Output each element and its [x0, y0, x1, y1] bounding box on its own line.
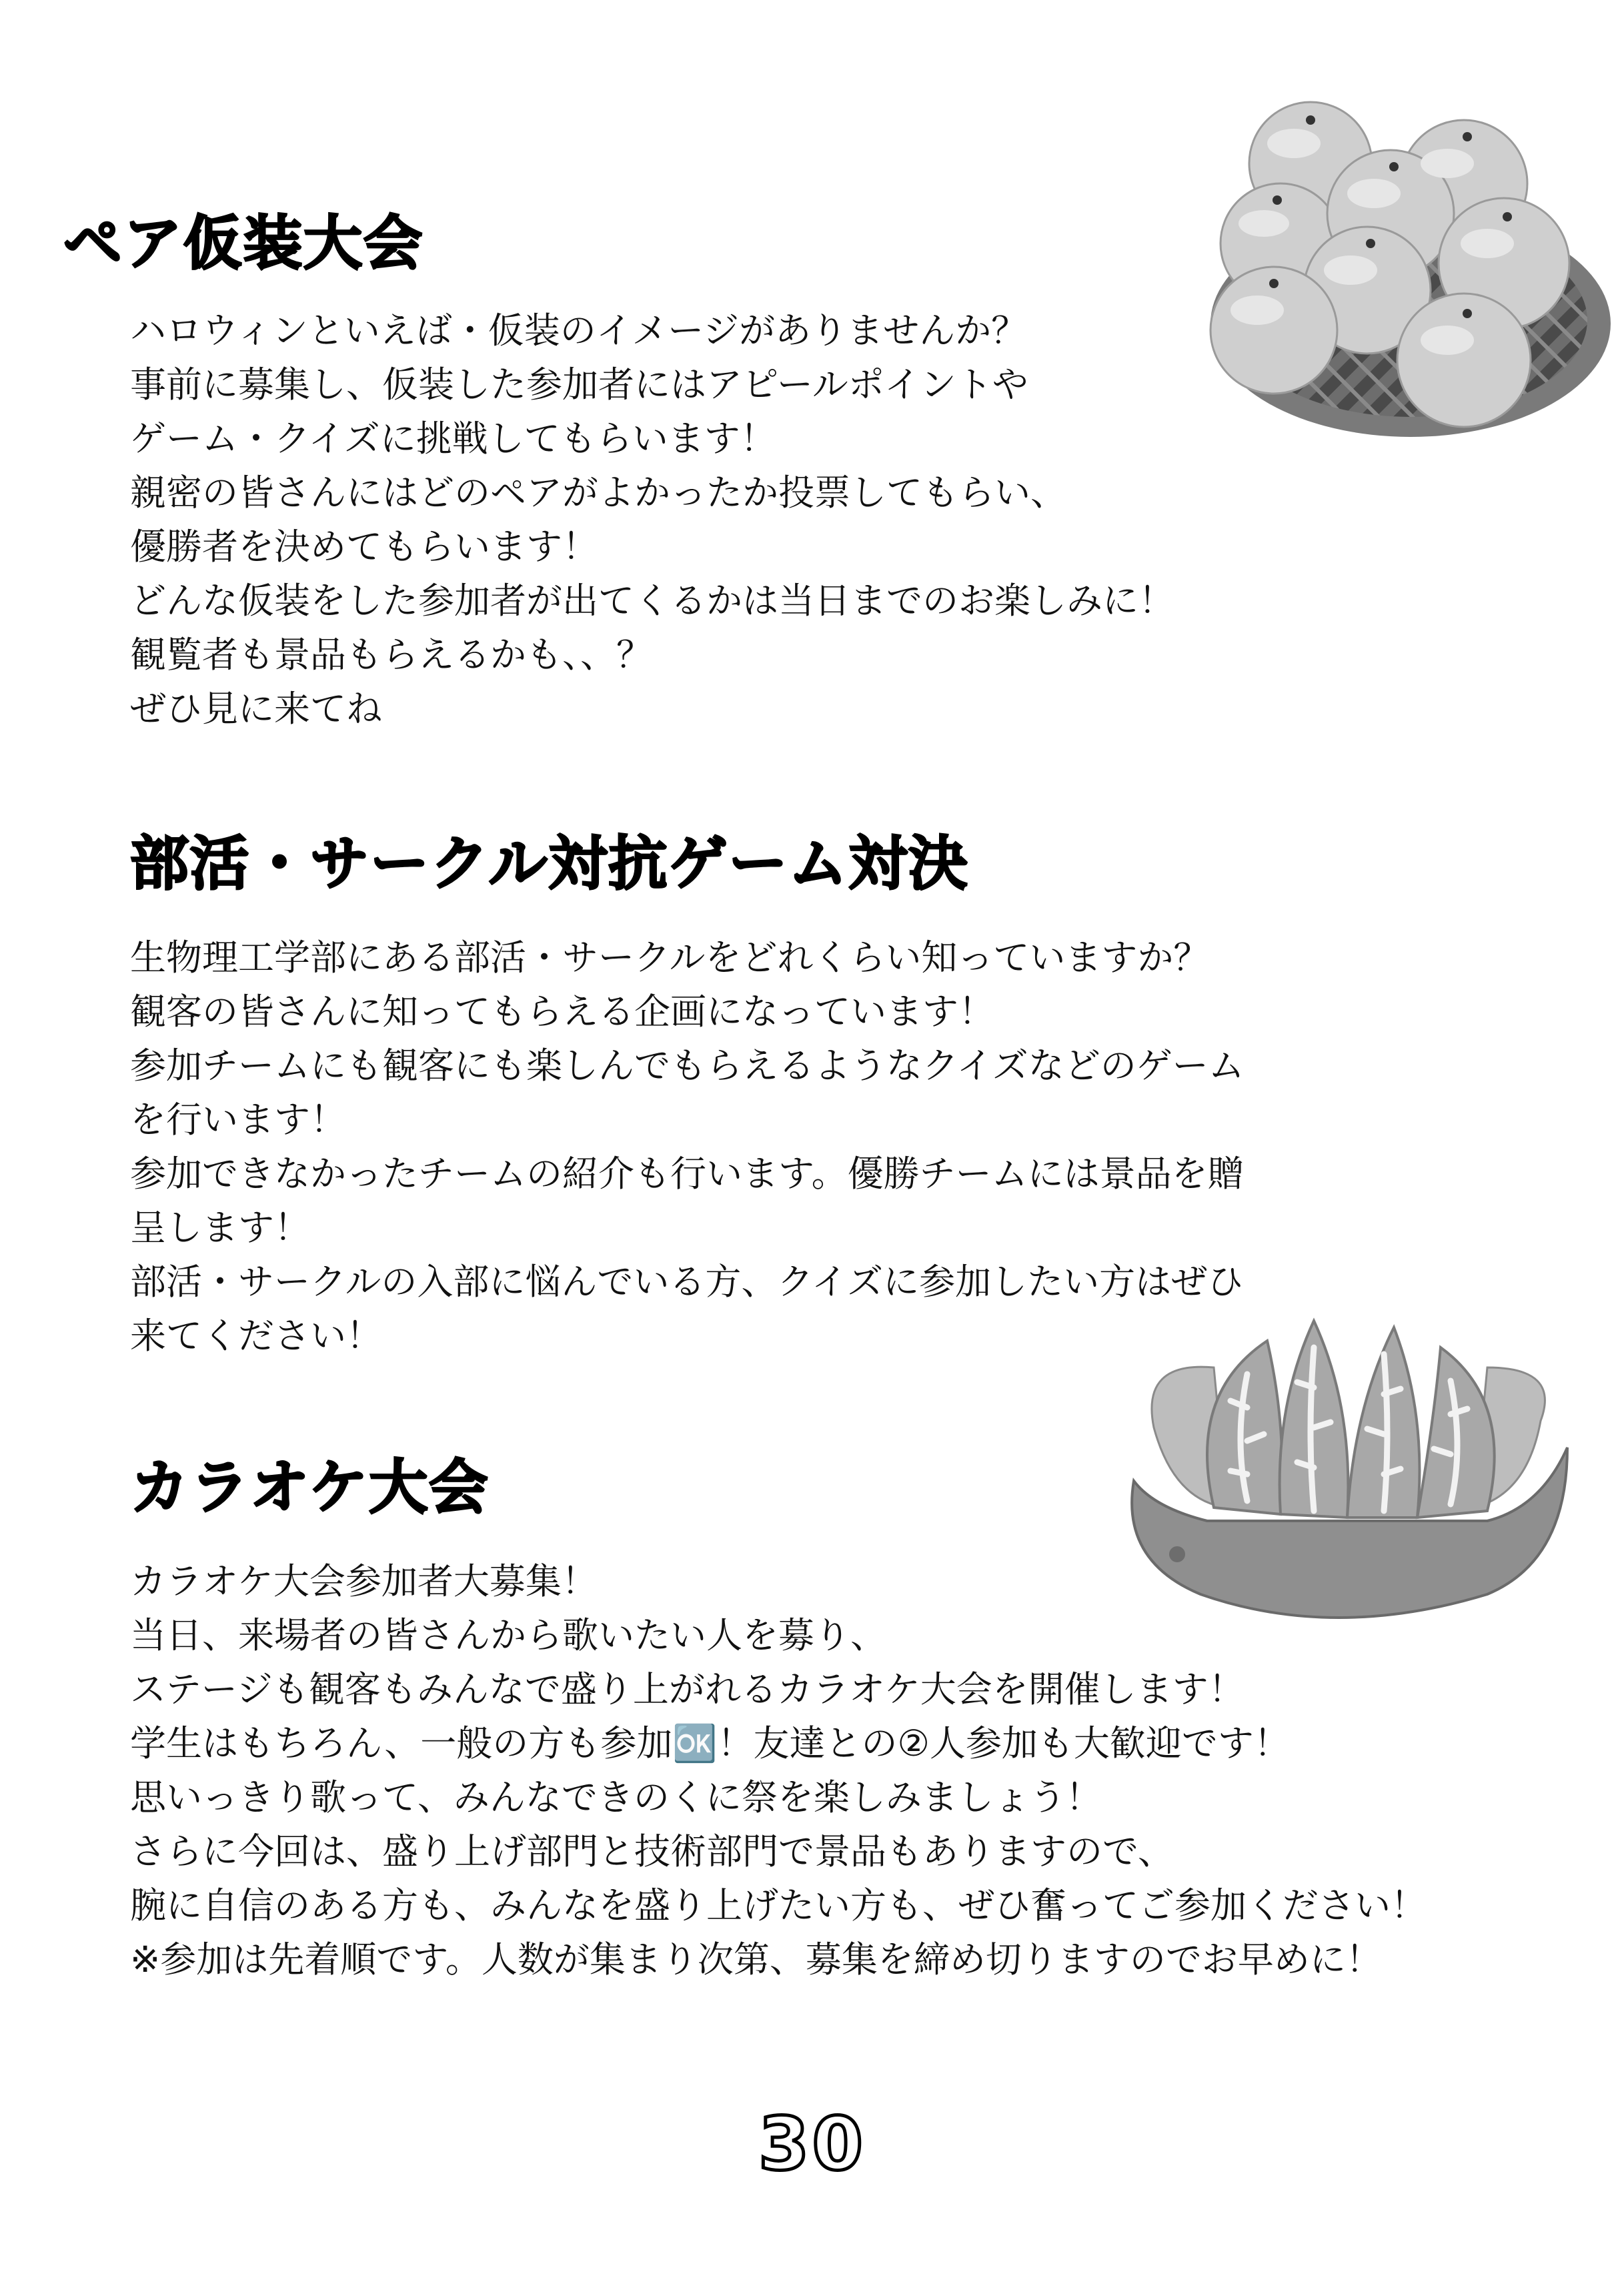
body-line: 部活・サークルの入部に悩んでいる方、クイズに参加したい方はぜひ	[130, 1261, 1244, 1303]
body-line: ハロウィンといえば・仮装のイメージがありませんか？	[130, 310, 1028, 352]
fruit-basket-icon	[1200, 100, 1614, 447]
body-line: 観覧者も景品もらえるかも、、？	[130, 634, 652, 676]
body-line: 親密の皆さんにはどのペアがよかったか投票してもらい、	[130, 472, 1066, 514]
body-line: 生物理工学部にある部活・サークルをどれくらい知っていますか？	[130, 937, 1210, 979]
page-number: 30	[758, 2101, 866, 2187]
body-line: 当日、来場者の皆さんから歌いたい人を募り、	[130, 1614, 886, 1656]
body-line: 学生はもちろん、一般の方も参加🆗！友達との②人参加も大歓迎です！	[130, 1722, 1290, 1764]
body-line: 来てください！	[130, 1315, 382, 1357]
body-line: 優勝者を決めてもらいます！	[130, 526, 598, 568]
section-title-costume-contest: ペア仮装大会	[63, 209, 424, 277]
body-line: ステージも観客もみんなで盛り上がれるカラオケ大会を開催します！	[130, 1668, 1245, 1710]
body-line: ゲーム・クイズに挑戦してもらいます！	[130, 418, 776, 460]
section-title-club-game-battle: 部活・サークル対抗ゲーム対決	[130, 829, 969, 898]
body-line: 参加できなかったチームの紹介も行います。優勝チームには景品を贈	[130, 1153, 1244, 1195]
body-line: さらに今回は、盛り上げ部門と技術部門で景品もありますので、	[130, 1830, 1174, 1872]
body-line: ※参加は先着順です。人数が集まり次第、募集を締め切りますのでお早めに！	[130, 1938, 1382, 1980]
body-line: 事前に募集し、仮装した参加者にはアピールポイントや	[130, 364, 1028, 406]
body-line: ぜひ見に来てね	[130, 688, 382, 730]
section-title-karaoke-contest: カラオケ大会	[130, 1453, 490, 1522]
section-body-club-game-battle	[130, 931, 1245, 1363]
body-line: どんな仮装をした参加者が出てくるかは当日までのお楽しみに！	[130, 580, 1174, 622]
body-line: 観客の皆さんに知ってもらえる企画になっています！	[130, 991, 994, 1033]
body-line: 腕に自信のある方も、みんなを盛り上げたい方も、ぜひ奮ってご参加ください！	[130, 1884, 1427, 1926]
peeled-mandarin-icon	[1114, 1307, 1581, 1628]
body-line: カラオケ大会参加者大募集！	[130, 1560, 598, 1602]
body-line: を行います！	[130, 1099, 346, 1141]
body-line: 思いっきり歌って、みんなできのくに祭を楽しみましょう！	[130, 1776, 1102, 1818]
section-body-costume-contest	[130, 304, 1174, 736]
body-line: 呈します！	[130, 1207, 310, 1249]
body-line: 参加チームにも観客にも楽しんでもらえるようなクイズなどのゲーム	[130, 1045, 1245, 1087]
